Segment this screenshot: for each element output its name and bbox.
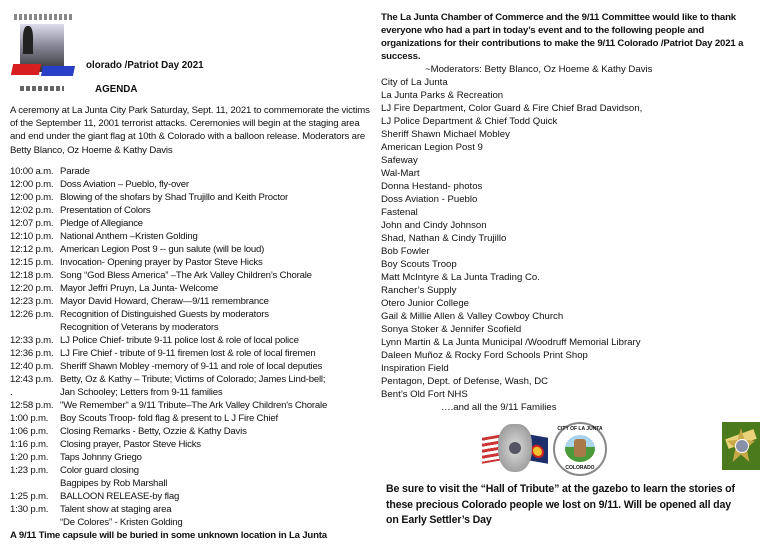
agenda-event: Recognition of Distinguished Guests by moderators xyxy=(60,308,269,320)
sponsor-item: LJ Police Department & Chief Todd Quick xyxy=(381,116,558,127)
agenda-list xyxy=(10,165,372,529)
agenda-event: Parade xyxy=(60,165,90,177)
sponsor-item: Doss Aviation - Pueblo xyxy=(381,194,478,205)
seals-row xyxy=(381,420,753,482)
police-badge-image xyxy=(482,422,548,474)
agenda-item xyxy=(10,178,372,191)
agenda-event: Invocation- Opening prayer by Pastor Steve Hicks xyxy=(60,256,263,268)
thanks-column xyxy=(381,11,753,529)
page-title: olorado /Patriot Day 2021 xyxy=(86,60,204,71)
sponsor-item: Wal-Mart xyxy=(381,168,420,179)
sponsor-item: Safeway xyxy=(381,155,418,166)
agenda-item xyxy=(10,165,372,178)
agenda-item xyxy=(10,451,372,464)
sponsor-item: Boy Scouts Troop xyxy=(381,259,457,270)
agenda-item xyxy=(10,412,372,425)
agenda-event: Jan Schooley; Letters from 9-11 families xyxy=(60,386,223,398)
agenda-item xyxy=(10,516,372,529)
agenda-item xyxy=(10,204,372,217)
agenda-time: 12:40 p.m. xyxy=(10,360,54,372)
sponsor-item: LJ Fire Department, Color Guard & Fire Chief Brad Davidson, xyxy=(381,103,643,114)
seal-top-text: CITY OF LA JUNTA xyxy=(557,426,603,432)
agenda-event: Boy Scouts Troop- fold flag & present to L J Fire Chief xyxy=(60,412,278,424)
agenda-heading: AGENDA xyxy=(95,84,138,95)
capsule-note: A 9/11 Time capsule will be buried in some unknown location in La Junta xyxy=(10,529,327,541)
agenda-time xyxy=(10,477,60,490)
agenda-item xyxy=(10,503,372,516)
agenda-item xyxy=(10,477,372,490)
sponsor-item: Sheriff Shawn Michael Mobley xyxy=(381,129,510,140)
agenda-event: Taps Johnny Griego xyxy=(60,451,142,463)
sponsor-item: Matt McIntyre & La Junta Trading Co. xyxy=(381,272,540,283)
agenda-event: "We Remember" a 9/11 Tribute–The Ark Valley Children's Chorale xyxy=(60,399,328,411)
sponsor-item: Donna Hestand- photos xyxy=(381,181,483,192)
sponsor-item: La Junta Parks & Recreation xyxy=(381,90,504,101)
sponsor-list xyxy=(381,76,753,401)
agenda-column xyxy=(10,8,372,542)
agenda-time: 12:20 p.m. xyxy=(10,282,54,294)
agenda-event: Sheriff Shawn Mobley -memory of 9-11 and role of local deputies xyxy=(60,360,323,372)
agenda-item xyxy=(10,360,372,373)
agenda-time: 12:23 p.m. xyxy=(10,295,54,307)
agenda-event: Mayor Jeffri Pruyn, La Junta- Welcome xyxy=(60,282,219,294)
agenda-event: American Legion Post 9 -- gun salute (will be loud) xyxy=(60,243,265,255)
moderators-line: ~Moderators: Betty Blanco, Oz Hoeme & Kathy Davis xyxy=(425,64,653,75)
agenda-item xyxy=(10,230,372,243)
intro-paragraph: A ceremony at La Junta City Park Saturday, Sept. 11, 2021 to commemorate the victims of the September 11, 2001 terrorist attacks. Ceremonies will begin at the staging area and end under the giant flag at 10th & Colorado with a balloon release. Moderators are Betty Blanco, Oz Hoeme & Kathy Davis xyxy=(10,105,370,156)
never-forget-logo xyxy=(10,12,76,96)
agenda-time: 1:20 p.m. xyxy=(10,451,49,463)
sponsor-item: Sonya Stoker & Jennifer Scofield xyxy=(381,324,522,335)
agenda-event: National Anthem –Kristen Golding xyxy=(60,230,198,242)
agenda-time: 1:16 p.m. xyxy=(10,438,49,450)
agenda-time: 12:10 p.m. xyxy=(10,230,54,242)
agenda-item xyxy=(10,269,372,282)
agenda-event: Color guard closing xyxy=(60,464,139,476)
agenda-item xyxy=(10,243,372,256)
agenda-item xyxy=(10,321,372,334)
agenda-event: BALLOON RELEASE-by flag xyxy=(60,490,180,502)
agenda-event: Presentation of Colors xyxy=(60,204,151,216)
sponsor-item: Bob Fowler xyxy=(381,246,430,257)
agenda-item xyxy=(10,399,372,412)
agenda-item xyxy=(10,295,372,308)
agenda-time: 12:43 p.m. xyxy=(10,373,54,385)
sponsor-item: Bent’s Old Fort NHS xyxy=(381,389,468,400)
agenda-time: 1:00 p.m. xyxy=(10,412,49,424)
sponsor-item: American Legion Post 9 xyxy=(381,142,483,153)
sponsor-item: Lynn Martin & La Junta Municipal /Woodruff Memorial Library xyxy=(381,337,641,348)
sponsor-item: Gail & Millie Allen & Valley Cowboy Church xyxy=(381,311,564,322)
agenda-time: 1:23 p.m. xyxy=(10,464,49,476)
sponsor-item: Shad, Nathan & Cindy Trujillo xyxy=(381,233,507,244)
agenda-event: Betty, Oz & Kathy – Tribute; Victims of Colorado; James Lind-bell; xyxy=(60,373,326,385)
agenda-time: 12:00 p.m. xyxy=(10,178,54,190)
sponsor-item: Otero Junior College xyxy=(381,298,469,309)
sponsor-item: Fastenal xyxy=(381,207,418,218)
seal-bottom-text: COLORADO xyxy=(565,465,595,471)
agenda-time: 12:15 p.m. xyxy=(10,256,54,268)
agenda-time: 12:12 p.m. xyxy=(10,243,54,255)
agenda-time: 12:36 p.m. xyxy=(10,347,54,359)
header xyxy=(10,8,372,104)
agenda-item xyxy=(10,438,372,451)
agenda-event: Doss Aviation – Pueblo, fly-over xyxy=(60,178,189,190)
agenda-time: 12:07 p.m. xyxy=(10,217,54,229)
sponsor-item: John and Cindy Johnson xyxy=(381,220,487,231)
agenda-time: 12:00 p.m. xyxy=(10,191,54,203)
agenda-event: Pledge of Allegiance xyxy=(60,217,143,229)
agenda-event: Closing Remarks - Betty, Ozzie & Kathy Davis xyxy=(60,425,247,437)
sheriff-badge-image xyxy=(722,422,760,470)
agenda-item xyxy=(10,347,372,360)
agenda-time xyxy=(10,321,60,334)
agenda-item xyxy=(10,217,372,230)
agenda-item xyxy=(10,373,372,386)
agenda-time: 1:30 p.m. xyxy=(10,503,49,515)
agenda-time: 10:00 a.m. xyxy=(10,165,54,177)
agenda-item xyxy=(10,490,372,503)
agenda-time: . xyxy=(10,386,13,398)
agenda-item xyxy=(10,464,372,477)
agenda-time: 1:06 p.m. xyxy=(10,425,49,437)
agenda-item xyxy=(10,191,372,204)
thanks-paragraph: The La Junta Chamber of Commerce and the 9/11 Committee would like to thank everyone who had a part in today’s event and to the following people and organizations for their contributions to make the 9/11 Colorado /Patriot Day 2021 a success. xyxy=(381,12,744,62)
agenda-item xyxy=(10,386,372,399)
agenda-event: Song “God Bless America” –The Ark Valley Children’s Chorale xyxy=(60,269,312,281)
sponsor-item: City of La Junta xyxy=(381,77,448,88)
sponsor-item: Daleen Muñoz & Rocky Ford Schools Print Shop xyxy=(381,350,588,361)
agenda-time: 12:18 p.m. xyxy=(10,269,54,281)
families-line: ….and all the 9/11 Families xyxy=(441,402,557,413)
agenda-item xyxy=(10,308,372,321)
agenda-event: “De Colores” - Kristen Golding xyxy=(60,516,183,528)
hall-of-tribute-note: Be sure to visit the “Hall of Tribute” at the gazebo to learn the stories of these precious Colorado people we lost on 9/11. Will be opened all day on Early Settler’s Day xyxy=(386,483,735,526)
agenda-time xyxy=(10,516,60,529)
agenda-time: 1:25 p.m. xyxy=(10,490,49,502)
agenda-event: Talent show at staging area xyxy=(60,503,172,515)
agenda-time: 12:33 p.m. xyxy=(10,334,54,346)
city-seal-image xyxy=(553,422,607,476)
agenda-event: LJ Fire Chief - tribute of 9-11 firemen lost & role of local firemen xyxy=(60,347,316,359)
agenda-item xyxy=(10,282,372,295)
sponsor-item: Inspiration Field xyxy=(381,363,449,374)
agenda-item xyxy=(10,425,372,438)
agenda-time: 12:02 p.m. xyxy=(10,204,54,216)
agenda-event: Closing prayer, Pastor Steve Hicks xyxy=(60,438,201,450)
agenda-item xyxy=(10,256,372,269)
agenda-event: Recognition of Veterans by moderators xyxy=(60,321,219,333)
agenda-event: LJ Police Chief- tribute 9-11 police lost & role of local police xyxy=(60,334,299,346)
agenda-time: 12:58 p.m. xyxy=(10,399,54,411)
sponsor-item: Pentagon, Dept. of Defense, Wash, DC xyxy=(381,376,549,387)
agenda-event: Bagpipes by Rob Marshall xyxy=(60,477,168,489)
agenda-event: Mayor David Howard, Cheraw—9/11 remembrance xyxy=(60,295,269,307)
agenda-time: 12:26 p.m. xyxy=(10,308,54,320)
sponsor-item: Rancher’s Supply xyxy=(381,285,457,296)
agenda-event: Blowing of the shofars by Shad Trujillo and Keith Proctor xyxy=(60,191,289,203)
agenda-item xyxy=(10,334,372,347)
